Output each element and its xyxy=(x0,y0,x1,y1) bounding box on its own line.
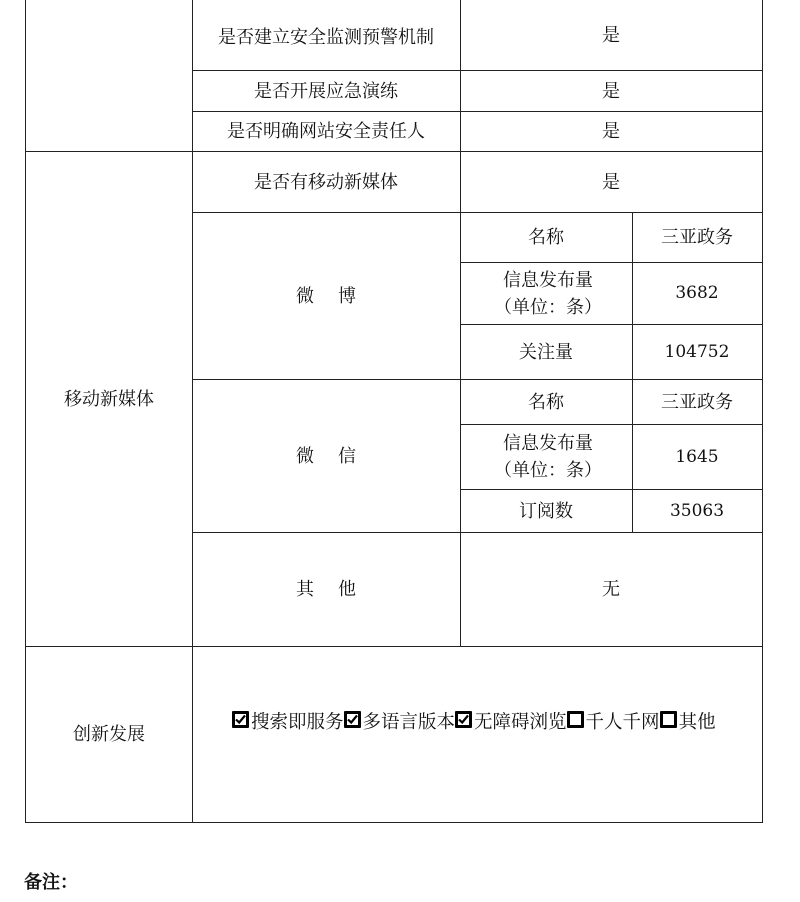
checked-box-icon xyxy=(455,711,472,728)
innovation-section-label: 创新发展 xyxy=(73,724,145,745)
weibo-name-value: 三亚政务 xyxy=(661,227,733,248)
monitoring-value: 是 xyxy=(602,24,620,46)
weibo-posts-label: 信息发布量（单位：条） xyxy=(494,269,602,318)
other-label: 其他 xyxy=(296,579,380,600)
checked-box-icon xyxy=(232,711,249,728)
option-other[interactable] xyxy=(660,708,716,734)
weibo-followers-label: 关注量 xyxy=(519,341,573,363)
option-multi-language[interactable] xyxy=(344,708,456,734)
weibo-label: 微博 xyxy=(296,285,380,307)
wechat-label: 微信 xyxy=(296,445,380,467)
has-media-label: 是否有移动新媒体 xyxy=(254,171,398,193)
note-label: 备注： xyxy=(24,872,78,893)
other-value: 无 xyxy=(602,579,620,600)
divider xyxy=(25,822,763,823)
monitoring-label: 是否建立安全监测预警机制 xyxy=(218,26,434,48)
unchecked-box-icon xyxy=(567,711,584,728)
responsible-label: 是否明确网站安全责任人 xyxy=(227,121,425,142)
drill-value: 是 xyxy=(602,80,620,102)
option-personalized[interactable] xyxy=(567,708,660,734)
responsible-value: 是 xyxy=(602,121,620,142)
divider xyxy=(762,0,763,823)
option-accessibility[interactable] xyxy=(455,708,567,734)
wechat-subscribers-value: 35063 xyxy=(669,500,725,521)
wechat-posts-value: 1645 xyxy=(675,446,719,467)
media-section-label: 移动新媒体 xyxy=(64,388,154,410)
wechat-posts-label: 信息发布量（单位：条） xyxy=(494,433,602,481)
weibo-posts-value: 3682 xyxy=(675,283,719,303)
wechat-name-label: 名称 xyxy=(528,391,564,413)
checked-box-icon xyxy=(344,711,361,728)
weibo-name-label: 名称 xyxy=(528,227,564,248)
innovation-options xyxy=(232,708,762,734)
option-label: 搜索即服务 xyxy=(251,712,344,733)
wechat-subscribers-label: 订阅数 xyxy=(519,500,573,522)
option-search-service[interactable] xyxy=(232,708,344,734)
option-label: 无障碍浏览 xyxy=(474,712,567,733)
weibo-followers-value: 104752 xyxy=(664,341,730,362)
option-label: 多语言版本 xyxy=(362,712,456,733)
unchecked-box-icon xyxy=(660,711,677,728)
wechat-name-value: 三亚政务 xyxy=(661,391,733,413)
has-media-value: 是 xyxy=(602,171,620,193)
option-label: 千人千网 xyxy=(585,712,660,733)
drill-label: 是否开展应急演练 xyxy=(254,80,398,102)
option-label: 其他 xyxy=(678,712,716,733)
